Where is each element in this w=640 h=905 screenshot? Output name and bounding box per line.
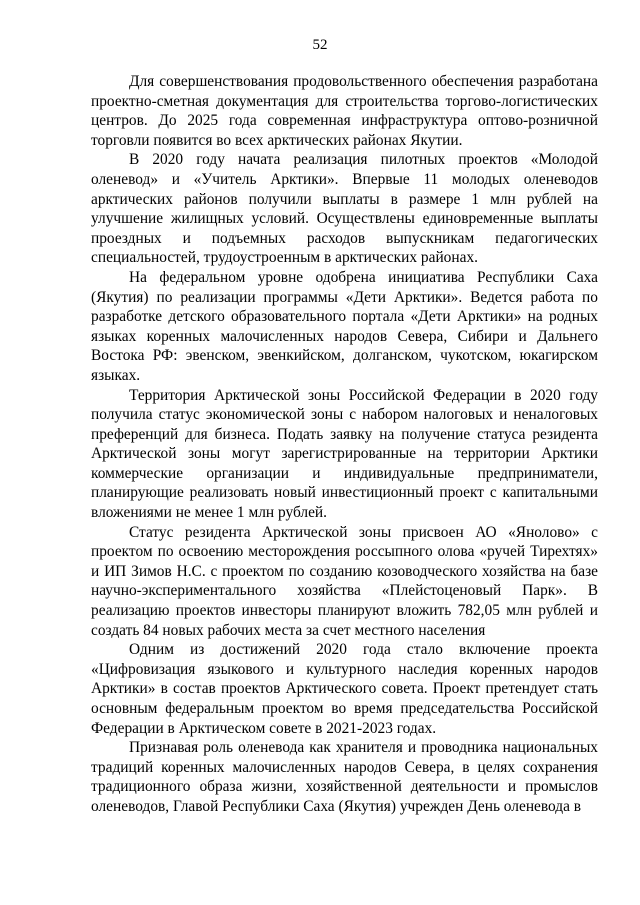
text-body: [91, 72, 598, 817]
paragraph-economic-zone: Территория Арктической зоны Российской Федерации в 2020 году получила статус экономической зоны с набором налоговых и неналоговых преференций для бизнеса. Подать заявку на получение статуса резидента Арктической зоны могут зарегистрированные на территории Арктики коммерческие организации и индивидуальные предприниматели, планирующие реализовать новый инвестиционный проект с капитальными вложениями не менее 1 млн рублей.: [91, 386, 598, 522]
paragraph-food-supply: Для совершенствования продовольственного обеспечения разработана проектно-сметная документация для строительства торгово-логистических центров. До 2025 года современная инфраструктура оптово-розничной торговли появится во всех арктических районах Якутии.: [91, 73, 598, 149]
paragraph-reindeer-herder-day: Признавая роль оленевода как хранителя и проводника национальных традиций коренных малочисленных народов Севера, в целях сохранения традиционного образа жизни, хозяйственной деятельности и промыслов оленеводов, Главой Республики Саха (Якутия) учрежден День оленевода в: [91, 739, 598, 815]
paragraph-children-of-arctic: На федеральном уровне одобрена инициатива Республики Саха (Якутия) по реализации программы «Дети Арктики». Ведется работа по разработке детского образовательного портала «Дети Арктики» на родных языках коренных малочисленных народов Севера, Сибири и Дальнего Востока РФ: эвенском, эвенкийском, долганском, чукотском, юкагирском языках.: [91, 268, 598, 384]
paragraph-digitalization: Одним из достижений 2020 года стало включение проекта «Цифровизация языкового и культурного наследия коренных народов Арктики» в состав проектов Арктического совета. Проект претендует стать основным федеральным проектом во время председательства Российской Федерации в Арктическом совете в 2021-2023 годах.: [91, 641, 598, 737]
page-number: 52: [312, 37, 328, 53]
paragraph-pilot-projects: В 2020 году начата реализация пилотных проектов «Молодой оленевод» и «Учитель Арктики». Впервые 11 молодых оленеводов арктических районов получили выплаты в размере 1 млн рублей на улучшение жилищных условий. Осуществлены единовременные выплаты проездных и подъемных расходов выпускникам педагогических специальностей, трудоустроенным в арктических районах.: [91, 151, 598, 267]
paragraph-resident-status: Статус резидента Арктической зоны присвоен АО «Янолово» с проектом по освоению месторождения россыпного олова «ручей Тирехтях» и ИП Зимов Н.С. с проектом по созданию козоводческого хозяйства на базе научно-экспериментального хозяйства «Плейстоценовый Парк». В реализацию проектов инвесторы планируют вложить 782,05 млн рублей и создать 84 новых рабочих места за счет местного населения: [91, 523, 598, 639]
